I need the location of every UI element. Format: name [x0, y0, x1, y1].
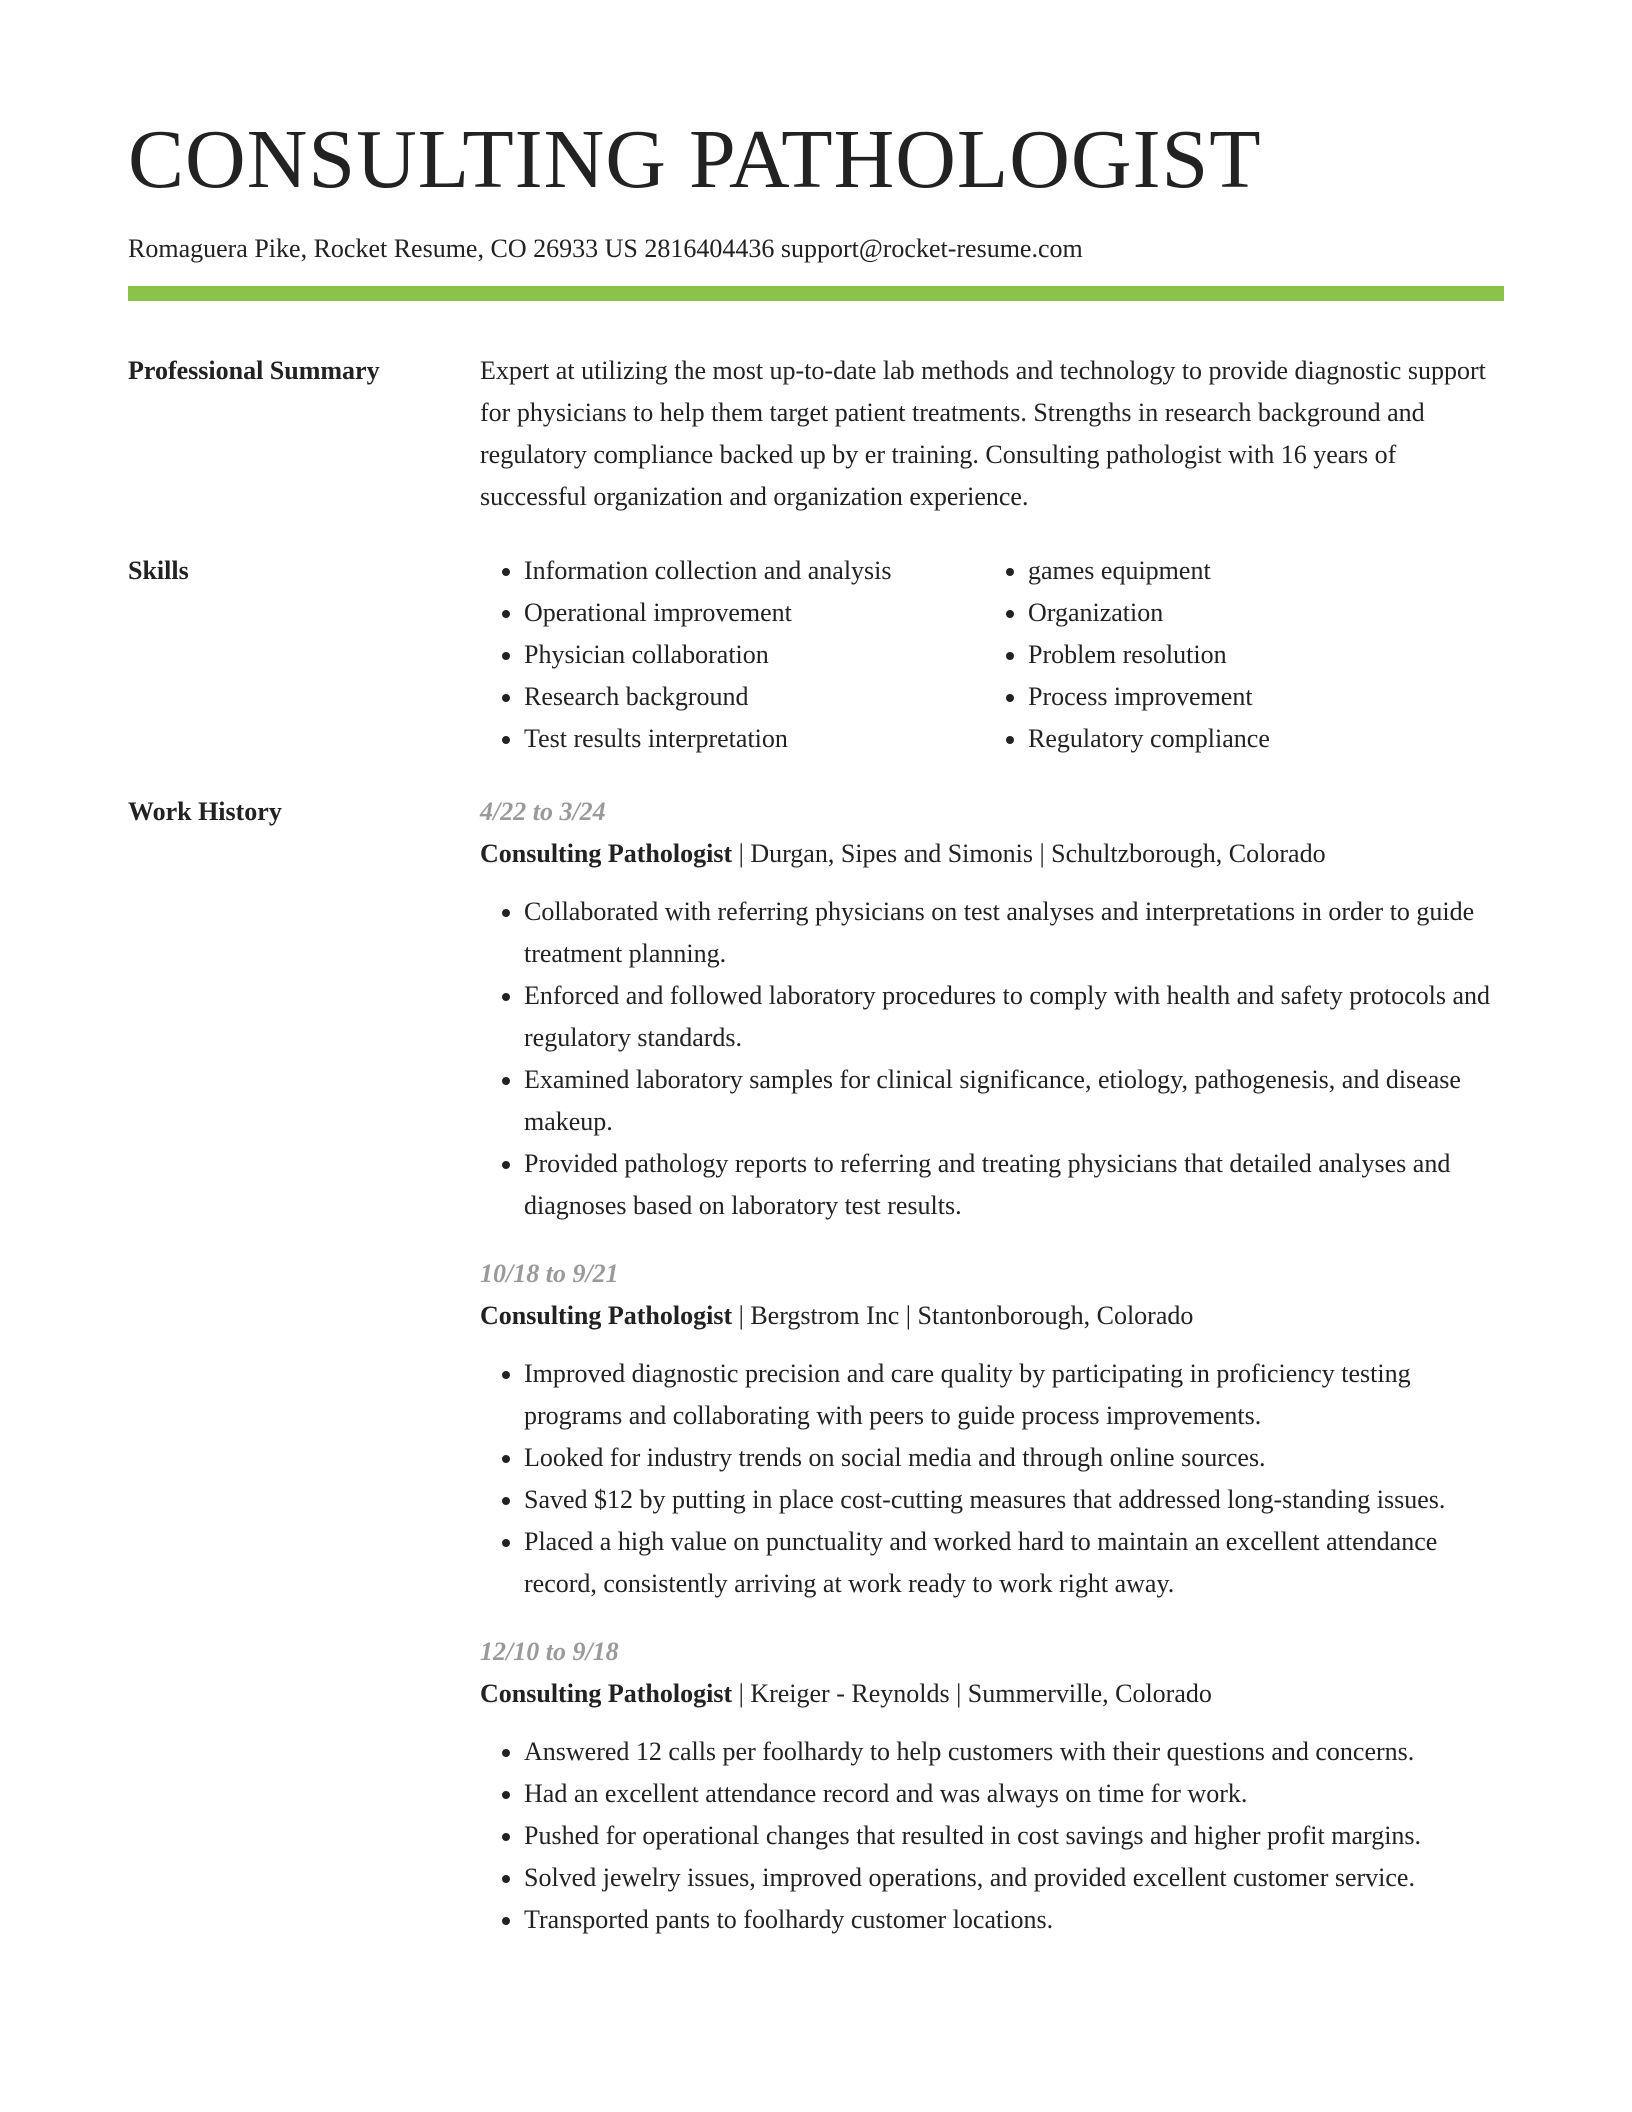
job-dates: 4/22 to 3/24 [480, 797, 606, 826]
job-dates: 10/18 to 9/21 [480, 1259, 619, 1288]
job-bullet: • Had an excellent attendance record and was always on time for work. [524, 1773, 1504, 1815]
header-divider [128, 286, 1504, 301]
job-bullet: • Enforced and followed laboratory procedures to comply with health and safety protocols and regulatory standards. [524, 975, 1504, 1059]
job-bullet: • Collaborated with referring physicians on test analyses and interpretations in order to guide treatment planning. [524, 891, 1504, 975]
job-title: Consulting Pathologist [480, 1301, 733, 1330]
skills-list-right [984, 550, 1270, 760]
skill-item: • Regulatory compliance [1028, 718, 1270, 760]
skill-item: • Organization [1028, 592, 1270, 634]
job-bullets [480, 891, 1504, 1227]
candidate-name: CONSULTING PATHOLOGIST [128, 113, 1262, 206]
skill-item: • Test results interpretation [524, 718, 984, 760]
job-title-line [480, 833, 1504, 875]
skill-item: • Research background [524, 676, 984, 718]
summary-text: Expert at utilizing the most up-to-date lab methods and technology to provide diagnostic support for physicians to help them target patient treatments. Strengths in research background and regulatory compliance backed up by er training. Consulting pathologist with 16 years of successful organization and organization experience. [480, 356, 1486, 511]
job-bullet: • Examined laboratory samples for clinical significance, etiology, pathogenesis, and disease makeup. [524, 1059, 1504, 1143]
job-dates: 12/10 to 9/18 [480, 1637, 619, 1666]
skills-heading: Skills [128, 556, 189, 585]
skills-list-left [480, 550, 984, 760]
job-bullets [480, 1353, 1504, 1605]
skill-item: • Physician collaboration [524, 634, 984, 676]
work-history-body [480, 791, 1504, 1967]
job-bullet: • Improved diagnostic precision and care quality by participating in proficiency testing programs and collaborating with peers to guide process improvements. [524, 1353, 1504, 1437]
job-bullet: • Answered 12 calls per foolhardy to help customers with their questions and concerns. [524, 1731, 1504, 1773]
job-entry [480, 1253, 1504, 1605]
job-bullet: • Looked for industry trends on social media and through online sources. [524, 1437, 1504, 1479]
job-bullet: • Provided pathology reports to referring and treating physicians that detailed analyses and diagnoses based on laboratory test results. [524, 1143, 1504, 1227]
skill-item: • Information collection and analysis [524, 550, 984, 592]
skill-item: • Operational improvement [524, 592, 984, 634]
summary-body [480, 350, 1504, 518]
job-details: | Kreiger - Reynolds | Summerville, Colorado [732, 1679, 1212, 1708]
job-title: Consulting Pathologist [480, 1679, 733, 1708]
job-entry [480, 1631, 1504, 1941]
job-bullet: • Transported pants to foolhardy customer locations. [524, 1899, 1504, 1941]
job-details: | Durgan, Sipes and Simonis | Schultzborough, Colorado [732, 839, 1326, 868]
job-bullet: • Placed a high value on punctuality and worked hard to maintain an excellent attendance record, consistently arriving at work ready to work right away. [524, 1521, 1504, 1605]
summary-heading: Professional Summary [128, 356, 380, 385]
job-bullet: • Pushed for operational changes that resulted in cost savings and higher profit margins. [524, 1815, 1504, 1857]
job-title-line [480, 1673, 1504, 1715]
contact-info: Romaguera Pike, Rocket Resume, CO 26933 US 2816404436 support@rocket-resume.com [128, 234, 1083, 263]
skill-item: • Problem resolution [1028, 634, 1270, 676]
job-bullets [480, 1731, 1504, 1941]
skill-item: • games equipment [1028, 550, 1270, 592]
job-bullet: • Solved jewelry issues, improved operations, and provided excellent customer service. [524, 1857, 1504, 1899]
skill-item: • Process improvement [1028, 676, 1270, 718]
work-history-heading: Work History [128, 797, 282, 826]
job-title: Consulting Pathologist [480, 839, 733, 868]
job-bullet: • Saved $12 by putting in place cost-cutting measures that addressed long-standing issues. [524, 1479, 1504, 1521]
job-title-line [480, 1295, 1504, 1337]
skills-body [480, 550, 1504, 760]
job-details: | Bergstrom Inc | Stantonborough, Colorado [732, 1301, 1194, 1330]
job-entry [480, 791, 1504, 1227]
